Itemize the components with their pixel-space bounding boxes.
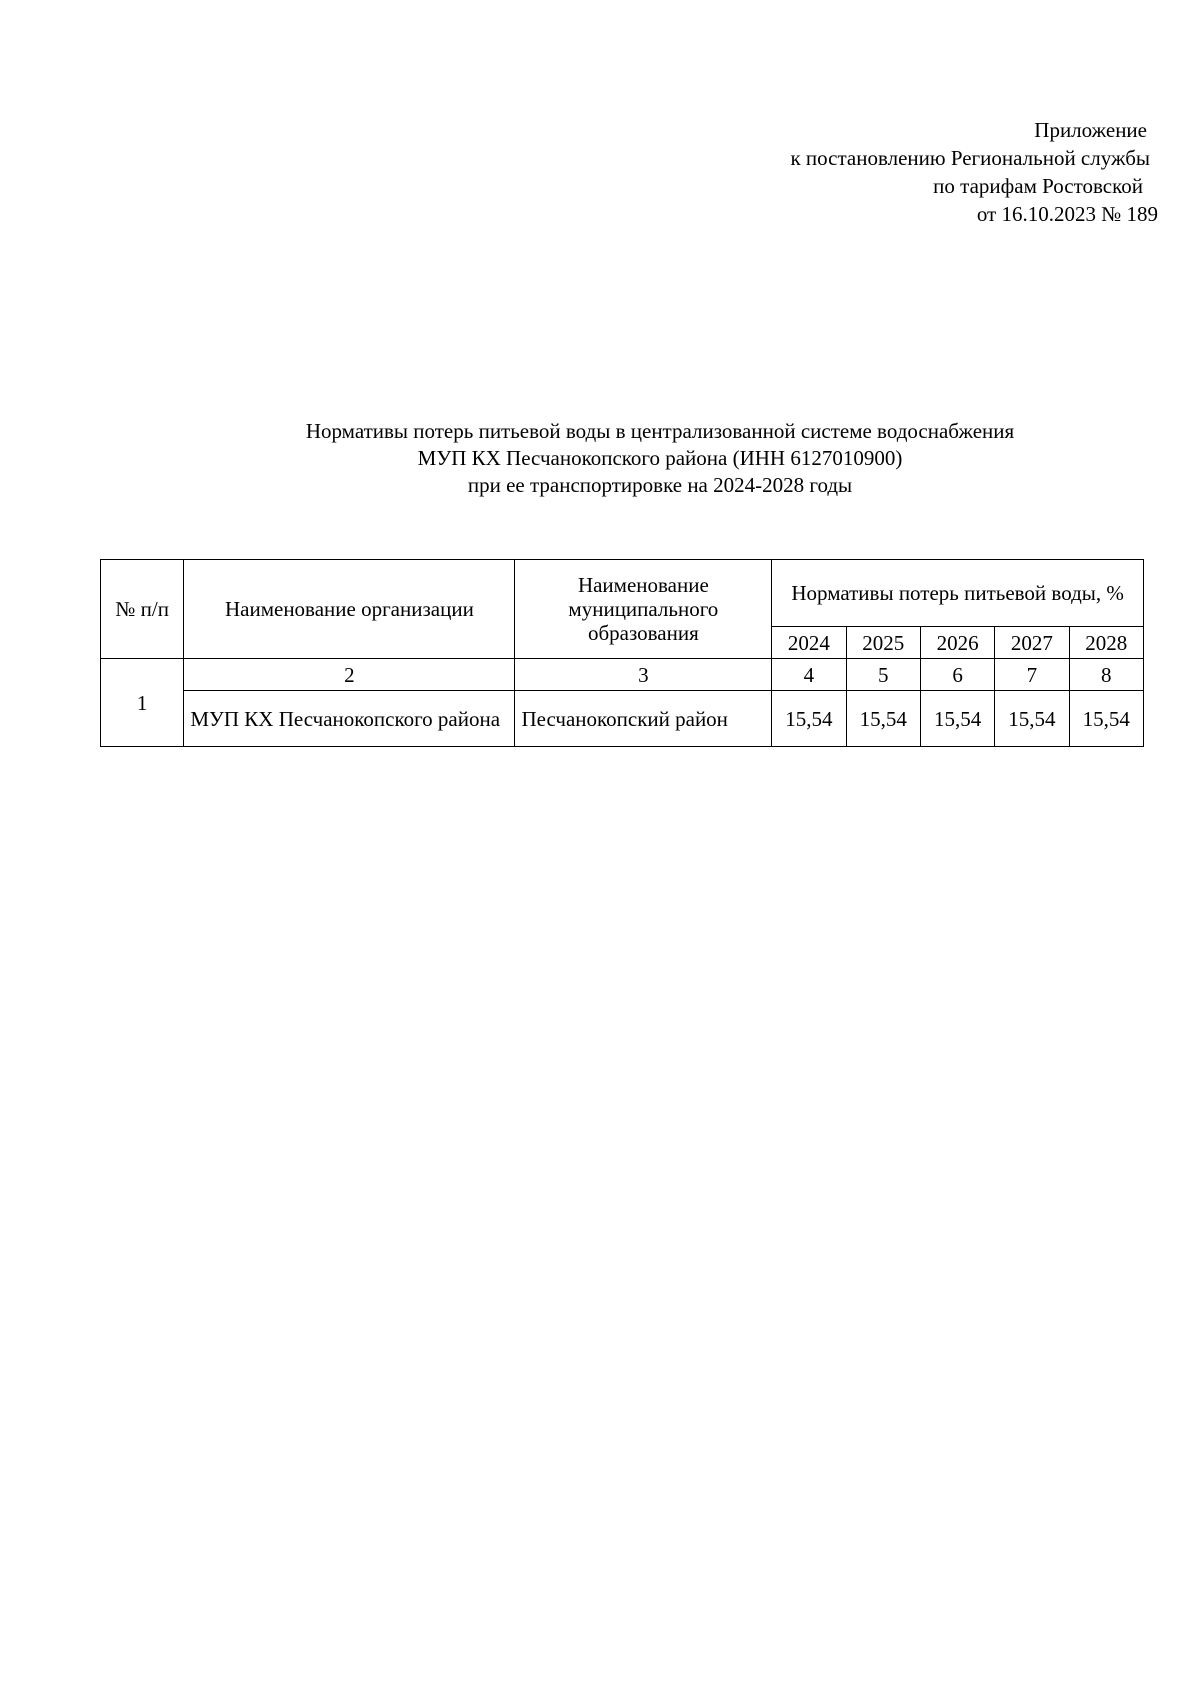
appendix-date-number: от 16.10.2023 № 189 <box>976 202 1158 226</box>
appendix-label: Приложение <box>1034 118 1147 142</box>
header-norms: Нормативы потерь питьевой воды, % <box>772 560 1144 627</box>
column-index: 4 <box>772 659 846 691</box>
header-num: № п/п <box>101 560 184 659</box>
column-index: 2 <box>184 659 515 691</box>
column-index: 3 <box>515 659 772 691</box>
column-index: 5 <box>846 659 920 691</box>
table-index-row <box>101 659 1144 691</box>
header-year: 2028 <box>1069 627 1143 659</box>
column-index: 8 <box>1069 659 1143 691</box>
row-num: 1 <box>101 659 184 747</box>
appendix-header <box>680 116 1158 228</box>
title-line-1: Нормативы потерь питьевой воды в централизованной системе водоснабжения <box>305 419 1015 443</box>
column-index: 6 <box>920 659 994 691</box>
title-line-3: при ее транспортировке на 2024-2028 годы <box>467 473 853 497</box>
row-value: 15,54 <box>920 691 994 747</box>
header-year: 2025 <box>846 627 920 659</box>
title-line-2: МУП КХ Песчанокопского района (ИНН 6127010900) <box>417 446 903 470</box>
document-title <box>200 418 1120 499</box>
row-value: 15,54 <box>846 691 920 747</box>
row-org: МУП КХ Песчанокопского района <box>184 691 515 747</box>
appendix-resolution-ref: к постановлению Региональной службы <box>790 146 1150 170</box>
column-index: 7 <box>995 659 1069 691</box>
row-value: 15,54 <box>995 691 1069 747</box>
row-municipality: Песчанокопский район <box>515 691 772 747</box>
appendix-service-name: по тарифам Ростовской <box>933 174 1143 198</box>
header-org: Наименование организации <box>184 560 515 659</box>
header-year: 2026 <box>920 627 994 659</box>
table-header-row <box>101 560 1144 627</box>
row-value: 15,54 <box>772 691 846 747</box>
norms-table <box>100 559 1144 747</box>
header-year: 2027 <box>995 627 1069 659</box>
header-year: 2024 <box>772 627 846 659</box>
table-row <box>101 691 1144 747</box>
header-municipality: Наименование муниципального образования <box>515 560 772 659</box>
row-value: 15,54 <box>1069 691 1143 747</box>
